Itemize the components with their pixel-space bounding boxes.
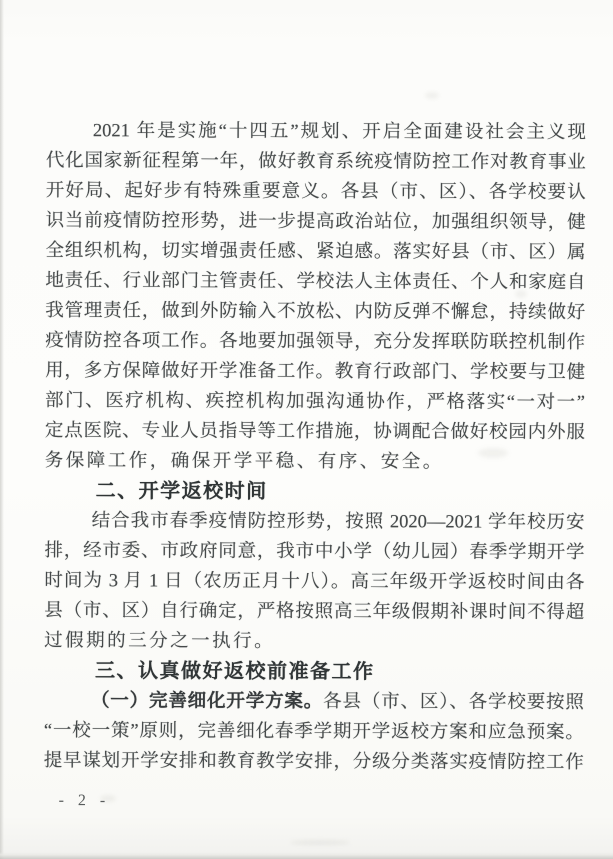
body-line: 全组织机构，切实增强责任感、紧迫感。落实好县（市、区）属: [45, 240, 586, 263]
body-line: 务保障工作，确保开学平稳、有序、安全。: [44, 450, 444, 473]
body-line: 过假期的三分之一执行。: [44, 630, 276, 652]
body-line: 结合我市春季疫情防控形势，按照 2020—2021 学年校历安: [91, 511, 585, 533]
body-line: 用，多方保障做好开学准备工作。教育行政部门、学校要与卫健: [45, 360, 586, 383]
body-line: 我管理责任，做到外防输入不放松、内防反弹不懈怠，持续做好: [45, 300, 586, 323]
body-line: 县（市、区）自行确定，严格按照高三年级假期补课时间不得超: [44, 600, 585, 623]
body-line: 代化国家新征程第一年，做好教育系统疫情防控工作对教育事业: [45, 150, 586, 173]
scan-edge-bottom: [0, 852, 613, 859]
body-line: 定点医院、专业人员指导等工作措施，协调配合做好校园内外服: [44, 420, 585, 443]
page-number: - 2 -: [58, 792, 111, 810]
body-line: 排，经市委、市政府同意，我市中小学（幼儿园）春季学期开学: [44, 540, 585, 563]
scan-artifact: [290, 840, 350, 845]
body-line: 识当前疫情防控形势，进一步提高政治站位，加强组织领导，健: [45, 210, 586, 233]
body-line: 地责任、行业部门主管责任、学校法人主体责任、个人和家庭自: [45, 270, 586, 293]
body-line: 疫情防控各项工作。各地要加强领导，充分发挥联防联控机制作: [45, 330, 586, 353]
scan-edge-left: [0, 0, 4, 859]
body-line: 时间为 3 月 1 日（农历正月十八）。高三年级开学返校时间由各: [44, 570, 585, 593]
body-line: [44, 686, 584, 718]
document-body: [44, 116, 586, 812]
body-line: 部门、医疗机构、疾控机构加强沟通协作，严格落实“一对一”: [44, 390, 586, 413]
scan-artifact: [425, 92, 439, 99]
subsection-title: （一）完善细化开学方案。: [90, 691, 324, 712]
body-line: 2021 年是实施“十四五”规划、开启全面建设社会主义现: [92, 121, 586, 143]
section-heading-2: 二、开学返校时间: [95, 480, 268, 503]
body-line: “一校一策”原则，完善细化春季学期开学返校方案和应急预案。: [43, 720, 584, 743]
body-line: 提早谋划开学安排和教育教学安排，分级分类落实疫情防控工作: [43, 750, 584, 773]
section-heading-3: 三、认真做好返校前准备工作: [95, 660, 375, 684]
body-text: 各县（市、区）、各学校要按照: [323, 691, 584, 713]
body-line: 开好局、起好步有特殊重要意义。各县（市、区）、各学校要认: [45, 180, 586, 203]
